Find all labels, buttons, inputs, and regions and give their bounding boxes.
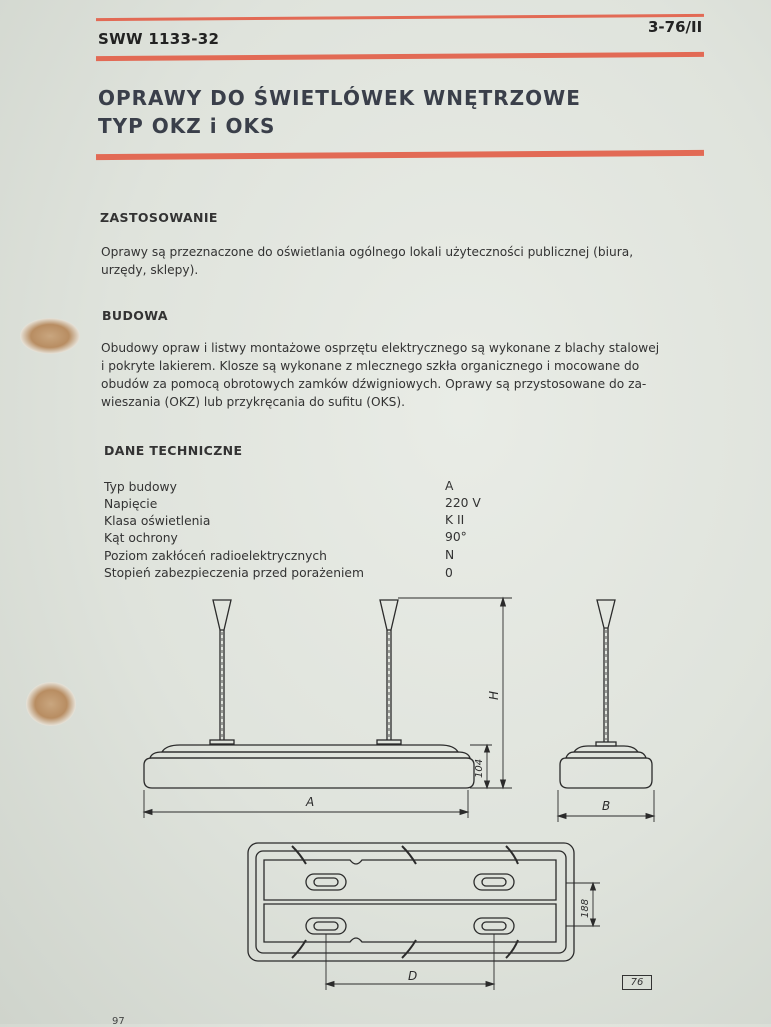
page-reference: 3-76/II [648,18,703,36]
section-heading-zastosowanie: ZASTOSOWANIE [100,210,218,225]
spec-value: 220 V [445,496,481,510]
spec-value: A [445,479,454,493]
text-line: obudów za pomocą obrotowych zamków dźwigniowych. Oprawy są przystosowane do za- [101,377,647,391]
figure-number: 76 [622,975,652,990]
page-number: 97 [112,1016,125,1027]
label-dim-d: D [408,969,418,983]
label-dim-104: 104 [474,758,485,778]
front-view [144,600,474,788]
text-line: Oprawy są przeznaczone do oświetlania ogólnego lokali użyteczności publicznej (biura, [101,245,634,259]
text-line: urzędy, sklepy). [101,263,199,277]
section-heading-dane-techniczne: DANE TECHNICZNE [104,443,243,458]
page-title-line2: TYP OKZ i OKS [98,114,276,138]
top-view [248,843,574,961]
label-dim-188: 188 [580,898,591,918]
spec-label: Kąt ochrony [104,531,178,545]
document-code: SWW 1133-32 [98,30,220,48]
text-line: Obudowy opraw i listwy montażowe osprzętu elektrycznego są wykonane z blachy stalowej [101,341,660,355]
spec-value: N [445,548,455,562]
spec-label: Stopień zabezpieczenia przed porażeniem [104,566,364,580]
page-title-line1: OPRAWY DO ŚWIETLÓWEK WNĘTRZOWE [98,86,581,110]
label-dim-b: B [602,799,611,813]
spec-label: Napięcie [104,497,158,511]
spec-value: K II [445,513,465,527]
spec-label: Klasa oświetlenia [104,514,211,528]
text-line: i pokryte lakierem. Klosze są wykonane z mlecznego szkła organicznego i mocowane do [101,359,640,373]
spec-label: Typ budowy [104,480,177,494]
label-dim-a: A [306,795,315,809]
spec-value: 0 [445,566,453,580]
spec-label: Poziom zakłóceń radioelektrycznych [104,549,327,563]
side-view [560,600,652,788]
label-dim-h: H [487,690,501,700]
section-heading-budowa: BUDOWA [102,308,168,323]
text-line: wieszania (OKZ) lub przykręcania do sufitu (OKS). [101,395,406,409]
spec-value: 90° [445,530,467,544]
